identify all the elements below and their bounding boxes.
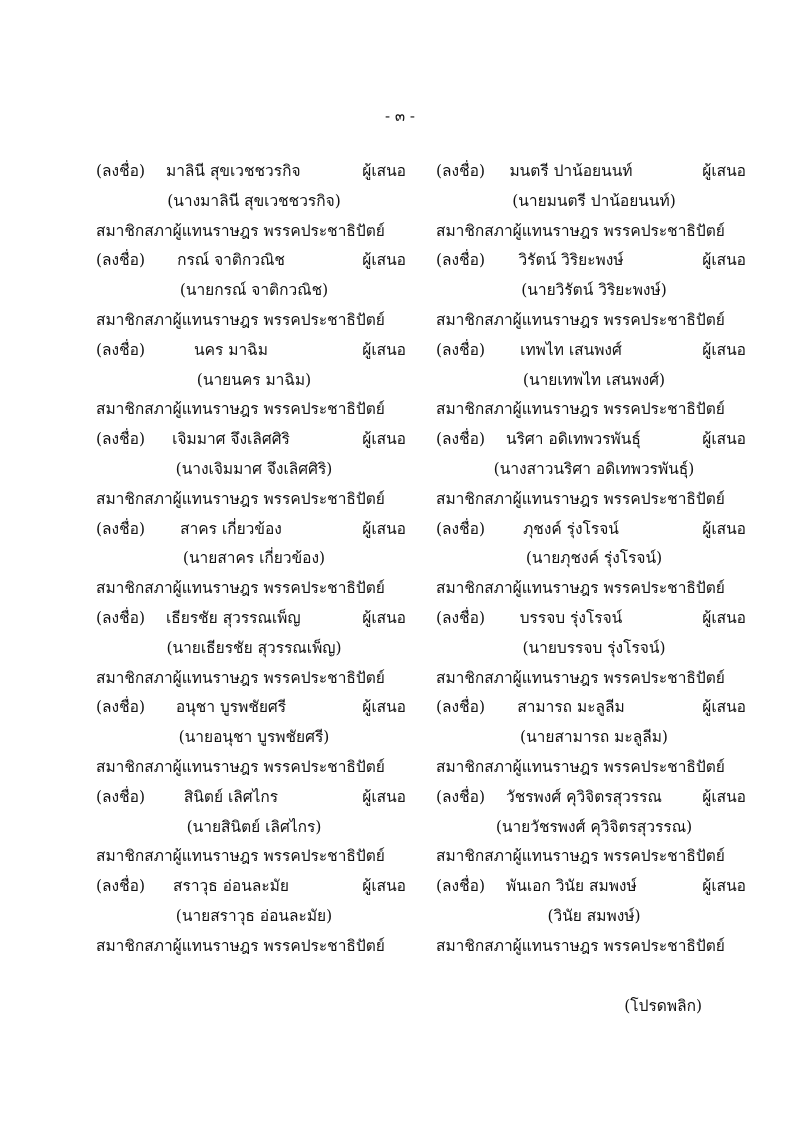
sign-label: (ลงชื่อ) <box>436 340 485 359</box>
proposer-role: ผู้เสนอ <box>702 340 746 359</box>
proposer-role: ผู้เสนอ <box>362 608 406 627</box>
signature-name: มาลินี สุขเวชชวรกิจ <box>166 162 301 180</box>
mp-title: สมาชิกสภาผู้แทนราษฎร พรรคประชาธิปัตย์ <box>96 668 385 687</box>
mp-title: สมาชิกสภาผู้แทนราษฎร พรรคประชาธิปัตย์ <box>436 579 725 598</box>
proposer-role: ผู้เสนอ <box>362 162 406 180</box>
signatory-entry <box>96 872 406 961</box>
signature-name: กรณ์ จาติกวณิช <box>177 251 285 270</box>
sign-label: (ลงชื่อ) <box>96 787 145 806</box>
sign-label: (ลงชื่อ) <box>436 787 485 806</box>
signatory-entry <box>436 515 746 604</box>
signatory-entry <box>96 336 406 425</box>
sign-label: (ลงชื่อ) <box>436 430 485 449</box>
signature-line <box>96 872 406 902</box>
signatory-entry <box>436 693 746 782</box>
signature-line <box>96 246 406 276</box>
full-name: (นางมาลินี สุขเวชชวรกิจ) <box>167 191 341 210</box>
full-name: (นางสาวนริศา อดิเทพวรพันธุ์) <box>493 459 695 478</box>
sign-label: (ลงชื่อ) <box>436 608 485 627</box>
signature-name: นคร มาฉิม <box>194 340 268 359</box>
signature-line <box>436 246 746 276</box>
signature-line <box>96 604 406 634</box>
sign-label: (ลงชื่อ) <box>436 698 485 717</box>
sign-label: (ลงชื่อ) <box>96 430 145 449</box>
signature-name: เธียรชัย สุวรรณเพ็ญ <box>166 608 301 627</box>
signatory-entry <box>96 157 406 246</box>
mp-title: สมาชิกสภาผู้แทนราษฎร พรรคประชาธิปัตย์ <box>96 757 385 776</box>
signature-line <box>436 157 746 187</box>
signature-line <box>436 515 746 545</box>
sign-label: (ลงชื่อ) <box>436 162 485 180</box>
mp-title: สมาชิกสภาผู้แทนราษฎร พรรคประชาธิปัตย์ <box>436 668 725 687</box>
sign-label: (ลงชื่อ) <box>96 877 145 896</box>
proposer-role: ผู้เสนอ <box>362 877 406 896</box>
sign-label: (ลงชื่อ) <box>96 519 145 538</box>
signature-name: เทพไท เสนพงศ์ <box>520 340 622 359</box>
sign-label: (ลงชื่อ) <box>96 698 145 717</box>
mp-title: สมาชิกสภาผู้แทนราษฎร พรรคประชาธิปัตย์ <box>436 489 725 508</box>
sign-label: (ลงชื่อ) <box>96 340 145 359</box>
mp-title: สมาชิกสภาผู้แทนราษฎร พรรคประชาธิปัตย์ <box>96 221 385 240</box>
mp-title: สมาชิกสภาผู้แทนราษฎร พรรคประชาธิปัตย์ <box>96 847 385 866</box>
proposer-role: ผู้เสนอ <box>362 251 406 270</box>
proposer-role: ผู้เสนอ <box>362 519 406 538</box>
sign-label: (ลงชื่อ) <box>96 162 145 180</box>
signatory-entry <box>436 425 746 514</box>
sign-label: (ลงชื่อ) <box>436 877 485 896</box>
signature-name: สราวุธ อ่อนละมัย <box>173 877 289 896</box>
signature-line <box>96 425 406 455</box>
signatory-entry <box>436 783 746 872</box>
signature-line <box>96 515 406 545</box>
mp-title: สมาชิกสภาผู้แทนราษฎร พรรคประชาธิปัตย์ <box>96 489 385 508</box>
signature-name: อนุชา บูรพชัยศรี <box>175 698 287 717</box>
full-name: (นายสินิตย์ เลิศไกร) <box>186 817 322 836</box>
full-name: (นายสามารถ มะลูลีม) <box>520 728 668 747</box>
signature-line <box>436 604 746 634</box>
mp-title: สมาชิกสภาผู้แทนราษฎร พรรคประชาธิปัตย์ <box>96 400 385 419</box>
right-signatory-column <box>436 157 746 962</box>
signature-name: มนตรี ปาน้อยนนท์ <box>509 162 633 180</box>
proposer-role: ผู้เสนอ <box>702 877 746 896</box>
signature-name: วัชรพงศ์ คุวิจิตรสุวรรณ <box>506 787 662 806</box>
signature-name: เจิมมาศ จึงเลิศศิริ <box>172 430 290 449</box>
left-signatory-column <box>96 157 406 962</box>
mp-title: สมาชิกสภาผู้แทนราษฎร พรรคประชาธิปัตย์ <box>436 221 725 240</box>
mp-title: สมาชิกสภาผู้แทนราษฎร พรรคประชาธิปัตย์ <box>436 936 725 955</box>
signature-name: สินิตย์ เลิศไกร <box>183 787 279 806</box>
full-name: (นายบรรจบ รุ่งโรจน์) <box>522 638 666 657</box>
turn-page-note: (โปรดพลิก) <box>624 997 702 1015</box>
proposer-role: ผู้เสนอ <box>702 162 746 180</box>
sign-label: (ลงชื่อ) <box>436 519 485 538</box>
proposer-role: ผู้เสนอ <box>362 340 406 359</box>
sign-label: (ลงชื่อ) <box>96 251 145 270</box>
signatory-entry <box>436 872 746 961</box>
full-name: (นายสราวุธ อ่อนละมัย) <box>175 906 333 925</box>
signature-name: สาคร เกี่ยวข้อง <box>180 519 282 538</box>
signature-line <box>436 336 746 366</box>
page-number: - ๓ - <box>385 107 415 125</box>
signature-line <box>436 693 746 723</box>
proposer-role: ผู้เสนอ <box>702 608 746 627</box>
signature-line <box>96 157 406 187</box>
proposer-role: ผู้เสนอ <box>702 251 746 270</box>
signatory-entry <box>96 515 406 604</box>
full-name: (นายเทพไท เสนพงศ์) <box>522 370 666 389</box>
full-name: (นายเธียรชัย สุวรรณเพ็ญ) <box>166 638 342 657</box>
proposer-role: ผู้เสนอ <box>702 787 746 806</box>
signature-line <box>96 693 406 723</box>
full-name: (วินัย สมพงษ์) <box>547 906 641 925</box>
signatory-entry <box>96 783 406 872</box>
mp-title: สมาชิกสภาผู้แทนราษฎร พรรคประชาธิปัตย์ <box>436 847 725 866</box>
full-name: (นายอนุชา บูรพชัยศรี) <box>178 728 330 747</box>
signatory-entry <box>96 604 406 693</box>
mp-title: สมาชิกสภาผู้แทนราษฎร พรรคประชาธิปัตย์ <box>436 310 725 329</box>
signatory-entry <box>436 246 746 335</box>
signature-line <box>96 336 406 366</box>
full-name: (นายนคร มาฉิม) <box>196 370 312 389</box>
full-name: (นายวิรัตน์ วิริยะพงษ์) <box>521 281 667 300</box>
signature-name: นริศา อดิเทพวรพันธุ์ <box>506 430 641 449</box>
full-name: (นายมนตรี ปาน้อยนนท์) <box>512 191 676 210</box>
signature-name: พันเอก วินัย สมพงษ์ <box>506 877 637 896</box>
signature-name: วิรัตน์ วิริยะพงษ์ <box>518 251 624 270</box>
signatory-entry <box>436 336 746 425</box>
full-name: (นางเจิมมาศ จึงเลิศศิริ) <box>175 459 333 478</box>
signature-name: ภุชงค์ รุ่งโรจน์ <box>523 519 619 538</box>
mp-title: สมาชิกสภาผู้แทนราษฎร พรรคประชาธิปัตย์ <box>436 757 725 776</box>
signature-line <box>96 783 406 813</box>
proposer-role: ผู้เสนอ <box>362 698 406 717</box>
mp-title: สมาชิกสภาผู้แทนราษฎร พรรคประชาธิปัตย์ <box>96 936 385 955</box>
mp-title: สมาชิกสภาผู้แทนราษฎร พรรคประชาธิปัตย์ <box>96 310 385 329</box>
proposer-role: ผู้เสนอ <box>702 519 746 538</box>
proposer-role: ผู้เสนอ <box>362 787 406 806</box>
proposer-role: ผู้เสนอ <box>702 698 746 717</box>
full-name: (นายสาคร เกี่ยวข้อง) <box>182 549 326 568</box>
signatory-entry <box>436 604 746 693</box>
signature-name: สามารถ มะลูลีม <box>517 698 625 717</box>
signature-line <box>436 425 746 455</box>
proposer-role: ผู้เสนอ <box>702 430 746 449</box>
signatory-entry <box>96 425 406 514</box>
signature-line <box>436 783 746 813</box>
signatory-entry <box>96 693 406 782</box>
mp-title: สมาชิกสภาผู้แทนราษฎร พรรคประชาธิปัตย์ <box>436 400 725 419</box>
mp-title: สมาชิกสภาผู้แทนราษฎร พรรคประชาธิปัตย์ <box>96 579 385 598</box>
signatory-entry <box>436 157 746 246</box>
full-name: (นายวัชรพงศ์ คุวิจิตรสุวรรณ) <box>495 817 693 836</box>
proposer-role: ผู้เสนอ <box>362 430 406 449</box>
sign-label: (ลงชื่อ) <box>436 251 485 270</box>
full-name: (นายกรณ์ จาติกวณิช) <box>179 281 329 300</box>
signature-name: บรรจบ รุ่งโรจน์ <box>519 608 623 627</box>
sign-label: (ลงชื่อ) <box>96 608 145 627</box>
full-name: (นายภุชงค์ รุ่งโรจน์) <box>525 549 663 568</box>
signature-line <box>436 872 746 902</box>
signatory-entry <box>96 246 406 335</box>
